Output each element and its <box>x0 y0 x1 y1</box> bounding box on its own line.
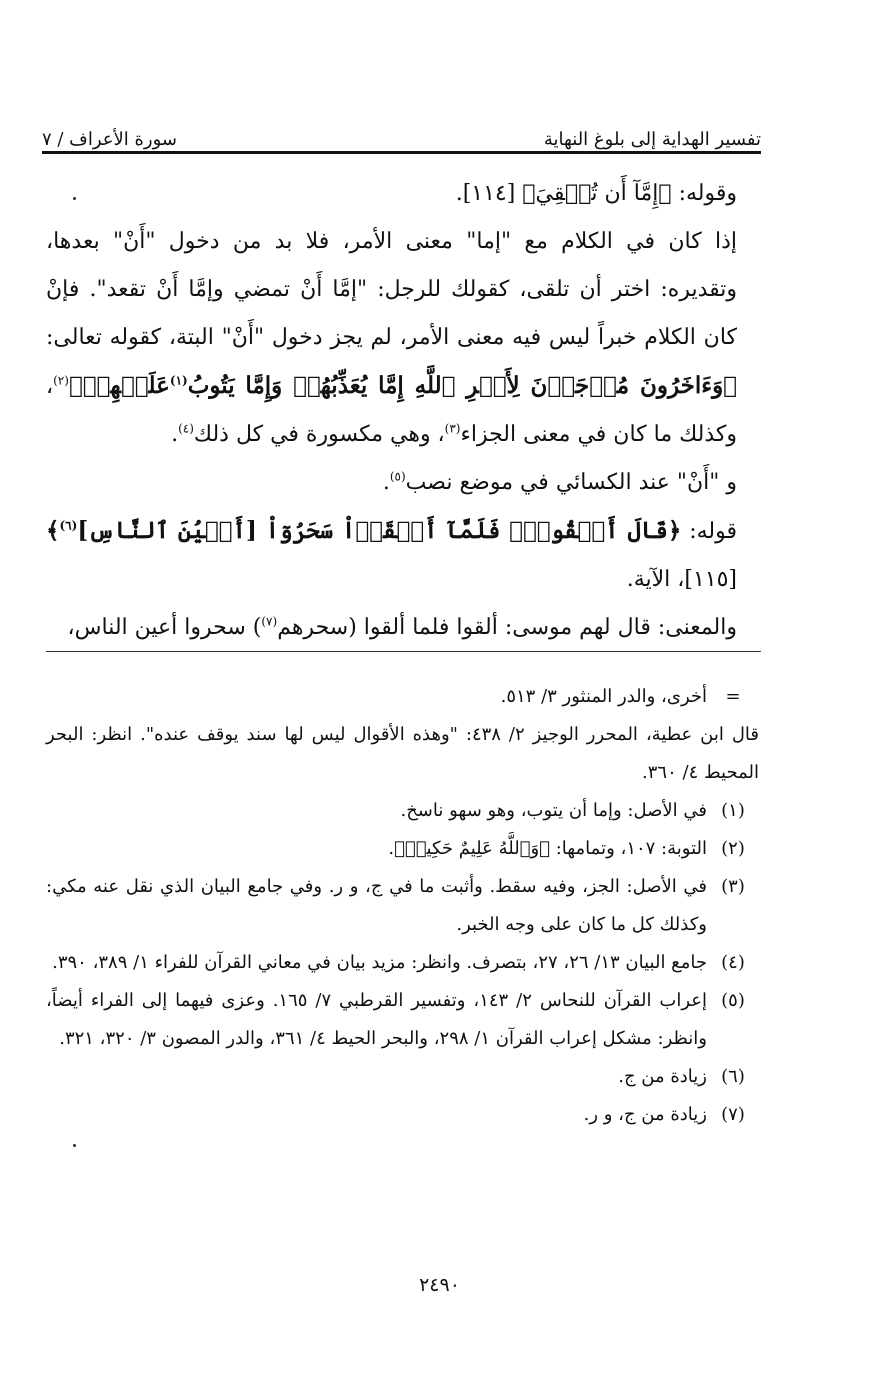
surah-label: سورة الأعراف / ٧ <box>42 129 178 150</box>
text-run: ، وهي مكسورة في كل ذلك <box>193 422 445 447</box>
paragraph-meaning <box>46 604 759 652</box>
footnote-text: قال ابن عطية، المحرر الوجيز ٢/ ٤٣٨: "وهذه الأقوال ليس لها سند يوقف عنده". انظر: البحر المحيط ٤/ ٣٦٠. <box>46 724 759 783</box>
text-run: قوله: <box>681 519 737 544</box>
footnote-number: (٧) <box>721 1104 745 1125</box>
quran-text: ﴿قَالَ أَلۡقُواْۖ فَلَمَّآ أَلۡقَوۡاْ سَحَرُوٓاْ [أَعۡيُنَ ٱلنَّاسِ] <box>77 517 682 544</box>
paragraph-verse-114: وقوله: ﴿إِمَّآ أَن تُلۡقِيَ﴾ [١١٤]. <box>455 181 737 206</box>
text-run: . <box>171 422 179 447</box>
footnote-ref-7: (٧) <box>261 614 278 629</box>
page-number: ٢٤٩٠ <box>419 1274 460 1296</box>
paragraph-explanation <box>46 218 759 459</box>
footnote-1 <box>46 792 759 830</box>
header-rule <box>42 151 761 154</box>
footnote-text: في الأصل: وإما أن يتوب، وهو سهو ناسخ. <box>400 800 707 821</box>
paragraph-kisai <box>46 459 759 507</box>
footnote-continued <box>46 716 759 792</box>
margin-speck <box>73 1144 76 1147</box>
footnote-text: إعراب القرآن للنحاس ٢/ ١٤٣، وتفسير القرطبي ٧/ ١٦٥. وعزى فيهما إلى الفراء أيضاً، وانظر: مشكل إعراب القرآن ١/ ٢٩٨، والبحر الحيط ٤/ ٣٦١، والدر المصون ٣/ ٣٢٠، ٣٢١. <box>46 990 707 1049</box>
footnote-text: أخرى، والدر المنثور ٣/ ٥١٣. <box>500 686 707 707</box>
footnote-ref-3: (٣) <box>444 421 461 436</box>
footnote-number: (٣) <box>721 876 745 897</box>
footnote-number: (٢) <box>721 838 745 859</box>
quran-text: ﴾ <box>46 517 60 544</box>
quran-citation <box>46 517 681 544</box>
footnote-number: (٦) <box>721 1066 745 1087</box>
footnote-ref-1: (١) <box>169 373 188 388</box>
main-text <box>46 170 759 652</box>
quran-text: عَلَيۡهِمۡ﴾ <box>68 372 170 399</box>
running-header <box>42 110 761 150</box>
quran-text: ﴿وَءَاخَرُونَ مُرۡجَوۡنَ لِأَمۡرِ ٱللَّهِ إِمَّا يُعَذِّبُهُمۡ وَإِمَّا يَتُوبُ <box>187 372 737 399</box>
footnote-number: (١) <box>721 800 745 821</box>
footnote-ref-5: (٥) <box>389 469 406 484</box>
footnote-separator <box>46 651 761 652</box>
footnote-2 <box>46 830 759 868</box>
paragraph-verse-115 <box>46 507 759 604</box>
footnote-number: (٥) <box>721 990 745 1011</box>
text-run: والمعنى: قال لهم موسى: ألقوا فلما ألقوا (سحرهم <box>277 615 737 640</box>
footnotes <box>46 678 759 1134</box>
footnote-6 <box>46 1058 759 1096</box>
footnote-4 <box>46 944 759 982</box>
footnote-number: (٤) <box>721 952 745 973</box>
footnote-3 <box>46 868 759 944</box>
text-run: ، وكذلك ما كان في معنى الجزاء <box>46 374 737 447</box>
quran-citation <box>69 372 737 399</box>
footnote-text: التوبة: ١٠٧، وتمامها: ﴿وَٱللَّهُ عَلِيمٌ حَكِيمٞ﴾. <box>388 838 707 859</box>
text-run: [١١٥]، الآية. <box>626 567 737 592</box>
footnote-text: زيادة من ج. <box>618 1066 707 1087</box>
text-run: إذا كان في الكلام مع "إما" معنى الأمر، فلا بد من دخول "أَنْ" بعدها، وتقديره: اختر أن تلقى، كقولك للرجل: "إمَّا أَنْ تمضي وإمَّا أَنْ تقعد". فإنْ كان الكلام خبراً ليس فيه معنى الأمر، لم يجز دخول "أَنْ" البتة، كقوله تعالى: <box>46 229 737 350</box>
continuation-mark: = <box>725 686 741 707</box>
text-run: ) سحروا أعين الناس، <box>67 615 262 640</box>
footnote-text: جامع البيان ١٣/ ٢٦، ٢٧، بتصرف. وانظر: مزيد بيان في معاني القرآن للفراء ١/ ٣٨٩، ٣٩٠. <box>52 952 707 973</box>
footnote-text: زيادة من ج، و ر. <box>583 1104 707 1125</box>
footnote-text: في الأصل: الجز، وفيه سقط. وأثبت ما في ج، و ر. وفي جامع البيان الذي نقل عنه مكي: وكذلك كل ما كان على وجه الخبر. <box>46 876 707 935</box>
footnote-7 <box>46 1096 759 1134</box>
text-run: . <box>382 470 390 495</box>
footnote-ref-4: (٤) <box>178 421 194 436</box>
footnote-ref-6: (٦) <box>59 518 78 533</box>
book-title: تفسير الهداية إلى بلوغ النهاية <box>543 129 761 150</box>
footnote-ref-2: (٢) <box>53 373 69 388</box>
text-run: و "أَنْ" عند الكسائي في موضع نصب <box>405 470 737 495</box>
footnote-5 <box>46 982 759 1058</box>
footnote-continued <box>46 678 759 716</box>
